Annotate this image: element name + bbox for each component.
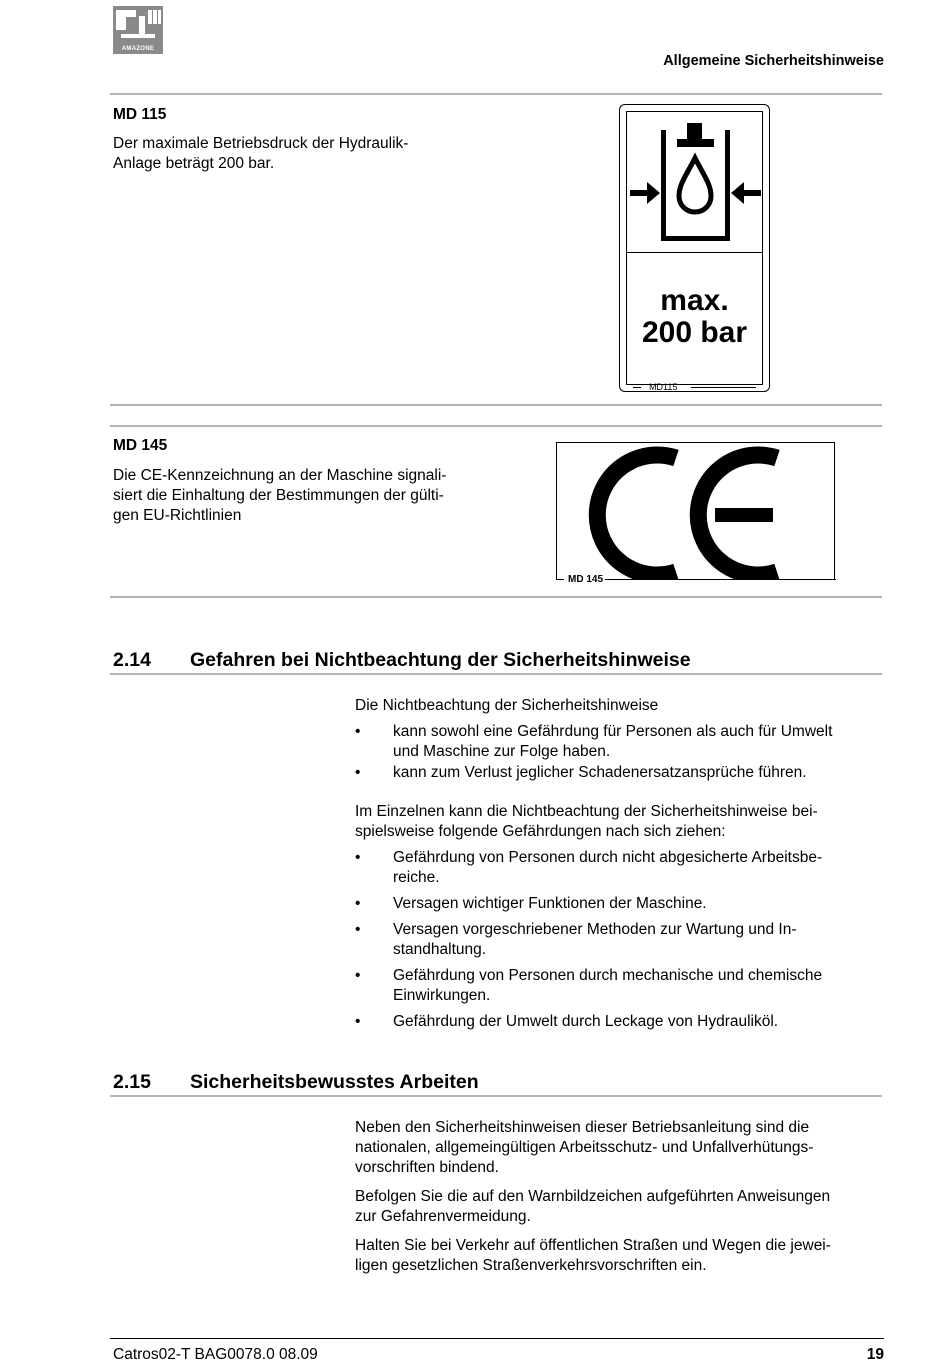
list-item bbox=[355, 894, 885, 914]
list-item-line: Versagen wichtiger Funktionen der Maschine. bbox=[393, 895, 707, 912]
md145-text-line: siert die Einhaltung der Bestimmungen der gülti- bbox=[113, 487, 444, 504]
section-2-14-intro: Die Nichtbeachtung der Sicherheitshinweise bbox=[355, 697, 659, 714]
bullet-icon: • bbox=[355, 1013, 361, 1030]
footer-rule bbox=[110, 1338, 884, 1339]
list-item-line: Einwirkungen. bbox=[393, 987, 491, 1004]
list-item bbox=[355, 966, 885, 1006]
hydraulic-pressure-icon bbox=[627, 112, 764, 250]
md115-text-line: Anlage beträgt 200 bar. bbox=[113, 155, 275, 172]
paragraph-line: Im Einzelnen kann die Nichtbeachtung der Sicherheitshinweise bei- bbox=[355, 803, 818, 820]
list-item-line: standhaltung. bbox=[393, 941, 487, 958]
section-2-15-number: 2.15 bbox=[113, 1071, 151, 1093]
md115-sign-divider bbox=[627, 252, 762, 253]
md115-title: MD 115 bbox=[113, 106, 167, 123]
code-line bbox=[605, 579, 836, 581]
list-item-line: kann sowohl eine Gefährdung für Personen als auch für Umwelt bbox=[393, 723, 833, 740]
md115-sign-line1: max. bbox=[660, 284, 729, 317]
list-item-line: und Maschine zur Folge haben. bbox=[393, 743, 611, 760]
section-2-15-title: Sicherheitsbewusstes Arbeiten bbox=[190, 1071, 479, 1093]
amazone-logo bbox=[113, 6, 163, 54]
header-divider bbox=[110, 93, 882, 95]
logo-text: AMAZONE bbox=[121, 46, 155, 52]
md145-text bbox=[113, 466, 446, 526]
section-2-14-title: Gefahren bei Nichtbeachtung der Sicherheitshinweise bbox=[190, 649, 691, 671]
list-item bbox=[355, 1012, 885, 1032]
footer-doc-info: Catros02-T BAG0078.0 08.09 bbox=[113, 1346, 318, 1363]
ce-mark-icon bbox=[557, 443, 833, 579]
section-2-15-paragraph-1 bbox=[355, 1118, 885, 1178]
paragraph-line: vorschriften bindend. bbox=[355, 1159, 499, 1176]
md115-text-line: Der maximale Betriebsdruck der Hydraulik- bbox=[113, 135, 409, 152]
md115-sign-code: MD115 bbox=[649, 382, 678, 392]
bullet-icon: • bbox=[355, 849, 361, 866]
md145-text-line: Die CE-Kennzeichnung an der Maschine signali- bbox=[113, 467, 447, 484]
md145-title: MD 145 bbox=[113, 437, 168, 454]
bullet-icon: • bbox=[355, 895, 361, 912]
section-2-15-paragraph-2 bbox=[355, 1187, 885, 1227]
list-item-line: Versagen vorgeschriebener Methoden zur Wartung und In- bbox=[393, 921, 797, 938]
list-item bbox=[355, 920, 885, 960]
list-item-line: Gefährdung der Umwelt durch Leckage von Hydrauliköl. bbox=[393, 1013, 779, 1030]
paragraph-line: Befolgen Sie die auf den Warnbildzeichen aufgeführten Anweisungen bbox=[355, 1188, 831, 1205]
list-item-line: kann zum Verlust jeglicher Schadenersatzansprüche führen. bbox=[393, 764, 807, 781]
page-header-title: Allgemeine Sicherheitshinweise bbox=[663, 53, 884, 69]
section-2-15-paragraph-3 bbox=[355, 1236, 885, 1276]
paragraph-line: Halten Sie bei Verkehr auf öffentlichen Straßen und Wegen die jewei- bbox=[355, 1237, 831, 1254]
md115-warning-sign bbox=[619, 104, 770, 392]
hazard-list-2 bbox=[355, 848, 885, 1032]
bullet-icon: • bbox=[355, 967, 361, 984]
tractor-logo-icon bbox=[113, 6, 163, 46]
md145-sign-code: MD 145 bbox=[568, 574, 604, 585]
hazard-list-1 bbox=[355, 722, 885, 783]
code-line bbox=[556, 579, 564, 581]
section-divider bbox=[110, 425, 882, 427]
footer-page-number: 19 bbox=[866, 1346, 884, 1363]
bullet-icon: • bbox=[355, 921, 361, 938]
md145-text-line: gen EU-Richtlinien bbox=[113, 507, 242, 524]
md115-text bbox=[113, 134, 408, 174]
paragraph-line: zur Gefahrenvermeidung. bbox=[355, 1208, 531, 1225]
list-item bbox=[355, 763, 885, 783]
section-divider bbox=[110, 404, 882, 406]
section-2-14-number: 2.14 bbox=[113, 649, 151, 671]
section-heading-rule bbox=[110, 673, 882, 675]
md115-sign-line2: 200 bar bbox=[641, 316, 748, 349]
md115-sign-pressure-text bbox=[627, 285, 762, 349]
section-divider bbox=[110, 596, 882, 598]
list-item-line: reiche. bbox=[393, 869, 440, 886]
section-heading-rule bbox=[110, 1095, 882, 1097]
bullet-icon: • bbox=[355, 764, 361, 781]
paragraph-line: Neben den Sicherheitshinweisen dieser Betriebsanleitung sind die bbox=[355, 1119, 810, 1136]
section-2-14-paragraph bbox=[355, 802, 885, 842]
bullet-icon: • bbox=[355, 723, 361, 740]
paragraph-line: spielsweise folgende Gefährdungen nach sich ziehen: bbox=[355, 823, 726, 840]
list-item-line: Gefährdung von Personen durch mechanische und chemische bbox=[393, 967, 823, 984]
list-item bbox=[355, 722, 885, 762]
code-line bbox=[691, 387, 756, 388]
paragraph-line: nationalen, allgemeingültigen Arbeitsschutz- und Unfallverhütungs- bbox=[355, 1139, 814, 1156]
code-line bbox=[633, 387, 641, 388]
md145-ce-sign bbox=[556, 442, 835, 585]
list-item bbox=[355, 848, 885, 888]
md115-sign-code-bar bbox=[633, 381, 756, 395]
md115-sign-inner-frame bbox=[626, 111, 763, 392]
list-item-line: Gefährdung von Personen durch nicht abgesicherte Arbeitsbe- bbox=[393, 849, 823, 866]
paragraph-line: ligen gesetzlichen Straßenverkehrsvorschriften ein. bbox=[355, 1257, 707, 1274]
